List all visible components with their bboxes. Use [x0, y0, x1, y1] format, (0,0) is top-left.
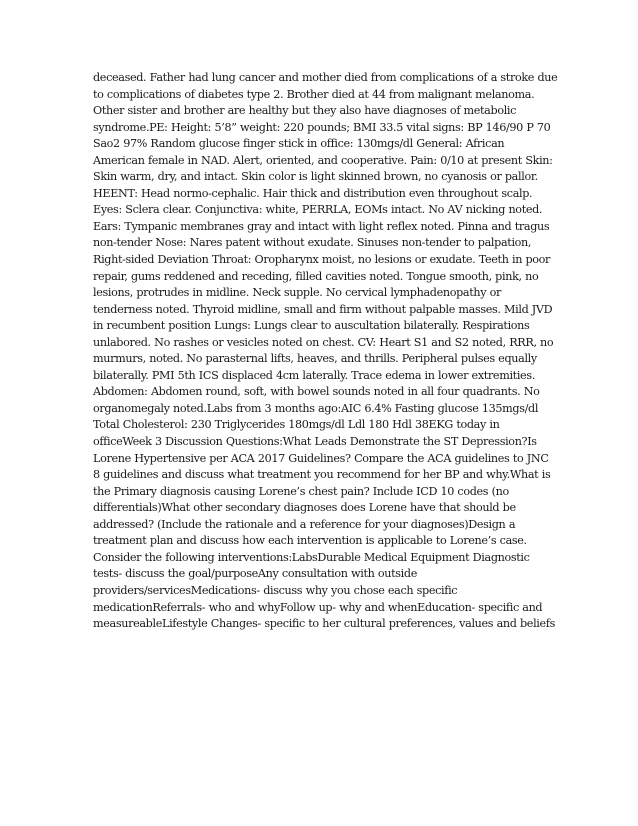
- document-body-text: deceased. Father had lung cancer and mother died from complications of a stroke due to complications of diabetes type 2. Brother died at 44 from malignant melanoma. Other sister and brother are healthy but they also have diagnoses of metabolic syndrome.PE: Height: 5’8” weight: 220 pounds; BMI 33.5 vital signs: BP 146/90 P 70 Sao2 97% Random glucose finger stick in office: 130mgs/dl General: African American female in NAD. Alert, oriented, and cooperative. Pain: 0/10 at present Skin: Skin warm, dry, and intact. Skin color is light skinned brown, no cyanosis or pallor. HEENT: Head normo-cephalic. Hair thick and distribution even throughout scalp. Eyes: Sclera clear. Conjunctiva: white, PERRLA, EOMs intact. No AV nicking noted. Ears: Tympanic membranes gray and intact with light reflex noted. Pinna and tragus non-tender Nose: Nares patent without exudate. Sinuses non-tender to palpation, Right-sided Deviation Throat: Oropharynx moist, no lesions or exudate. Teeth in poor repair, gums reddened and receding, filled cavities noted. Tongue smooth, pink, no lesions, protrudes in midline. Neck supple. No cervical lymphadenopathy or tenderness noted. Thyroid midline, small and firm without palpable masses. Mild JVD in recumbent position Lungs: Lungs clear to auscultation bilaterally. Respirations unlabored. No rashes or vesicles noted on chest. CV: Heart S1 and S2 noted, RRR, no murmurs, noted. No parasternal lifts, heaves, and thrills. Peripheral pulses equally bilaterally. PMI 5th ICS displaced 4cm laterally. Trace edema in lower extremities. Abdomen: Abdomen round, soft, with bowel sounds noted in all four quadrants. No organomegaly noted.Labs from 3 months ago:AIC 6.4% Fasting glucose 135mgs/dl Total Cholesterol: 230 Triglycerides 180mgs/dl Ldl 180 Hdl 38EKG today in officeWeek 3 Discussion Questions:What Leads Demonstrate the ST Depression?Is Lorene Hypertensive per ACA 2017 Guidelines? Compare the ACA guidelines to JNC 8 guidelines and discuss what treatment you recommend for her BP and why.What is the Primary diagnosis causing Lorene’s chest pain? Include ICD 10 codes (no differentials)What other secondary diagnoses does Lorene have that should be addressed? (Include the rationale and a reference for your diagnoses)Design a treatment plan and discuss how each intervention is applicable to Lorene’s case. Consider the following interventions:LabsDurable Medical Equipment Diagnostic tests- discuss the goal/purposeAny consultation with outside providers/servicesMedications- discuss why you chose each specific medicationReferrals- who and whyFollow up- why and whenEducation- specific and measureableLifestyle Changes- specific to her cultural preferences, values and beliefs: [93, 71, 558, 631]
